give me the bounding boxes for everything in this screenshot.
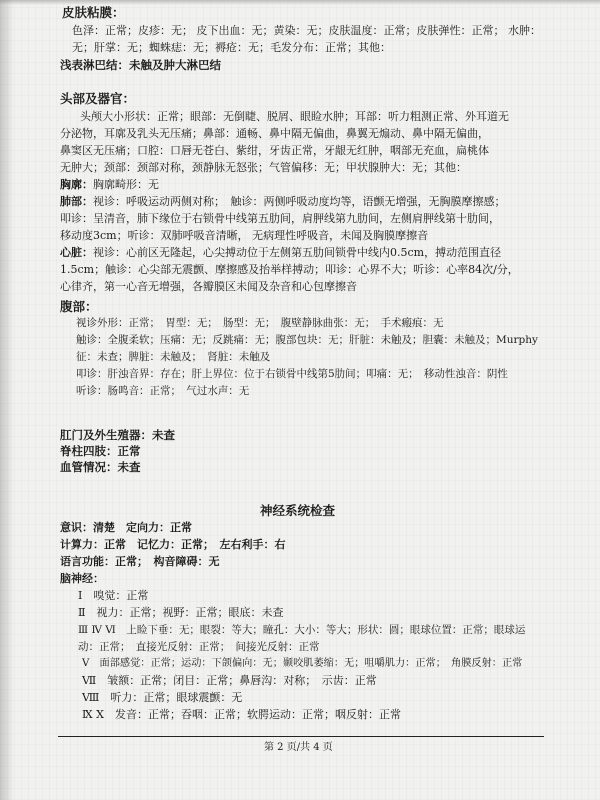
chest-line	[60, 178, 159, 192]
chest-label: 胸廓：	[60, 178, 93, 191]
page-number: 第 2 页/共 4 页	[264, 742, 333, 753]
cranial-nerve-9-10: Ⅸ Ⅹ 发音：正常；吞咽：正常；软腭运动：正常；咽反射：正常	[82, 708, 401, 721]
anus-genitals-line: 肛门及外生殖器：未查	[60, 428, 175, 442]
cranial-nerves-title: 脑神经：	[60, 572, 104, 585]
skin-line-2: 无；肝掌：无；蜘蛛痣：无；褥疮：无；毛发分布：正常；其他：	[72, 41, 391, 54]
skin-line-1: 色泽：正常；皮疹：无； 皮下出血：无；黄染：无；皮肤温度：正常；皮肤弹性：正常； 水肿：	[72, 24, 541, 37]
abdomen-line-5: 听诊：肠鸣音：正常； 气过水声：无	[76, 385, 250, 397]
head-line-2: 分泌物，耳廓及乳头无压痛；鼻部：通畅、鼻中隔无偏曲，鼻翼无煽动、鼻中隔无偏曲，	[60, 127, 489, 140]
heart-label: 心脏：	[60, 246, 93, 259]
head-line-1: 头颅大小形状：正常；眼部：无倒睫、脱屑、眼睑水肿；耳部：听力粗测正常、外耳道无	[80, 110, 509, 123]
chest-value: 胸廓畸形：无	[93, 178, 159, 191]
head-line-4: 无肿大；颈部：颈部对称，颈静脉无怒张；气管偏移：无；甲状腺肿大：无；其他：	[60, 161, 467, 174]
heart-text-1: 视诊：心前区无隆起，心尖搏动位于左侧第五肋间锁骨中线内0.5cm，搏动范围直径	[93, 246, 502, 259]
vessels-line: 血管情况：未查	[60, 460, 141, 474]
skin-section-title: 皮肤粘膜：	[62, 5, 125, 20]
cranial-nerve-3-4-6-cont: 动：正常； 直接光反射：正常； 间接光反射：正常	[78, 641, 320, 653]
abdomen-line-4: 叩诊：肝浊音界：存在；肝上界位：位于右锁骨中线第5肋间；叩痛：无； 移动性浊音：阴性	[76, 368, 508, 380]
consciousness-line: 意识：清楚 定向力：正常	[60, 521, 192, 534]
lung-line-1	[60, 195, 506, 209]
head-section-title: 头部及器官：	[60, 91, 136, 106]
lung-text-1: 视诊：呼吸运动两侧对称； 触诊：两侧呼吸动度均等，语颤无增强，无胸膜摩擦感；	[93, 195, 506, 208]
spine-limbs-line: 脊柱四肢：正常	[60, 444, 141, 458]
cranial-nerve-7: Ⅶ 皱额：正常；闭目：正常；鼻唇沟：对称； 示齿：正常	[82, 674, 377, 687]
abdomen-line-3: 征：未查；脾脏：未触及； 肾脏：未触及	[76, 351, 271, 363]
cranial-nerve-5: Ⅴ 面部感觉：正常；运动：下颌偏向：无；颞咬肌萎缩：无；咀嚼肌力：正常； 角膜反射：正常	[82, 658, 523, 669]
cranial-nerve-8: Ⅷ 听力：正常；眼球震颤：无	[82, 691, 243, 704]
scan-edge-left	[0, 0, 14, 800]
lung-line-2: 叩诊：呈清音，肺下缘位于右锁骨中线第五肋间，肩胛线第九肋间，左侧肩胛线第十肋间，	[60, 212, 500, 225]
heart-line-3: 心律齐，第一心音无增强，各瓣膜区未闻及杂音和心包摩擦音	[60, 280, 357, 293]
calculation-memory-line: 计算力：正常 记忆力：正常； 左右利手：右	[60, 538, 286, 551]
cranial-nerve-1: Ⅰ 嗅觉：正常	[78, 589, 149, 602]
cranial-nerve-2: Ⅱ 视力：正常；视野：正常；眼底：未查	[78, 606, 284, 619]
footer-divider	[58, 736, 544, 737]
neuro-exam-title: 神经系统检查	[260, 503, 336, 518]
abdomen-section-title: 腹部：	[60, 299, 98, 314]
abdomen-line-1: 视诊外形：正常； 胃型：无； 肠型：无； 腹壁静脉曲张：无； 手术瘢痕：无	[76, 317, 444, 329]
heart-line-1	[60, 246, 501, 260]
head-line-3: 鼻窦区无压痛；口腔：口唇无苍白、紫绀，牙齿正常，牙龈无红肿，咽部无充血，扁桃体	[60, 144, 489, 157]
lymph-node-line: 浅表淋巴结：未触及肿大淋巴结	[60, 58, 221, 72]
language-line: 语言功能：正常； 构音障碍：无	[60, 555, 220, 568]
lung-label: 肺部：	[60, 195, 93, 208]
cranial-nerve-3-4-6: Ⅲ Ⅳ Ⅵ 上睑下垂：无；眼裂：等大；瞳孔：大小：等大；形状：圆；眼球位置：正常；眼球运	[78, 624, 526, 636]
heart-line-2: 1.5cm；触诊：心尖部无震颤、摩擦感及抬举样搏动；叩诊：心界不大；听诊：心率84次/分，	[60, 263, 519, 276]
abdomen-line-2: 触诊：全腹柔软；压痛：无；反跳痛：无；腹部包块：无；肝脏：未触及；胆囊：未触及；Murphy	[76, 334, 538, 346]
lung-line-3: 移动度3cm；听诊：双肺呼吸音清晰， 无病理性呼吸音，未闻及胸膜摩擦音	[60, 229, 429, 242]
